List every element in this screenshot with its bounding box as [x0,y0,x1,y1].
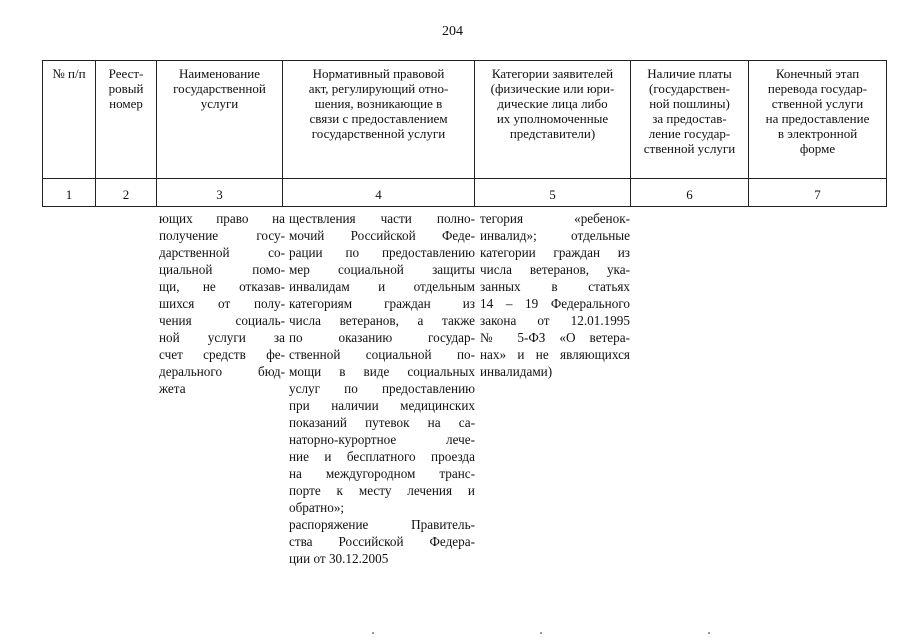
header-line: (физические или юри- [490,81,615,96]
text-line: мощи в виде социальных [289,364,475,379]
text-line: на междугородном транс- [289,466,475,481]
header-cell-number [43,61,96,179]
column-number-cell: 3 [157,179,283,207]
text-line: чения социаль- [159,313,285,328]
header-row [43,61,887,179]
text-line: счет средств фе- [159,347,285,362]
text-line: нах» и не являющихся [480,347,630,362]
text-line: шихся от полу- [159,296,285,311]
text-line: циальной помо- [159,262,285,277]
text-line: категории граждан из [480,245,630,260]
header-line: на предоставление [765,111,870,126]
text-line: наторно-курортное лече- [289,432,475,447]
text-line: ственной социальной по- [289,347,475,362]
header-line: № п/п [52,66,86,81]
scan-speck [540,632,542,634]
text-line: категориям граждан из [289,296,475,311]
header-cell-service-name [157,61,283,179]
column-number-cell: 6 [631,179,749,207]
text-line: ющих право на [159,211,285,226]
header-line: государственной [173,81,266,96]
header-line: (государствен- [649,81,730,96]
header-line: Наименование [179,66,260,81]
header-line: связи с предоставлением [309,111,448,126]
text-line: получение госу- [159,228,285,243]
text-line: дерального бюд- [159,364,285,379]
header-cell-final-stage [749,61,887,179]
header-line: представители) [509,126,596,141]
service-name-continued [159,210,285,397]
header-line: перевода государ- [767,81,868,96]
header-line: за предостав- [652,111,727,126]
header-line: Категории заявителей [491,66,614,81]
text-line: занных в статьях [480,279,630,294]
column-number-row [43,179,887,207]
header-cell-applicant-categories [475,61,631,179]
text-line: рации по предоставлению [289,245,475,260]
text-line: ние и бесплатного проезда [289,449,475,464]
page-number: 204 [442,24,463,39]
header-line: ровый [108,81,144,96]
header-line: услуги [200,96,239,111]
header-line: ной пошлины) [649,96,730,111]
text-line: числа ветеранов, а также [289,313,475,328]
header-line: в электронной [777,126,858,141]
text-line: жета [159,381,186,396]
header-line: форме [799,141,836,156]
legal-act-continued [289,210,475,567]
text-line: № 5-ФЗ «О ветера- [480,330,630,345]
text-line: услуг по предоставлению [289,381,475,396]
column-number-cell: 1 [43,179,96,207]
header-line: Нормативный правовой [312,66,445,81]
header-line: шения, возникающие в [314,96,443,111]
text-line: распоряжение Правитель- [289,517,475,532]
text-line: закона от 12.01.1995 [480,313,630,328]
header-cell-fee [631,61,749,179]
text-line: ществления части полно- [289,211,475,226]
text-line: по оказанию государ- [289,330,475,345]
text-line: инвалид»; отдельные [480,228,630,243]
text-line: ства Российской Федера- [289,534,475,549]
header-line: ление государ- [648,126,731,141]
text-line: дарственной со- [159,245,285,260]
header-line: Наличие платы [647,66,732,81]
header-line: Реест- [108,66,144,81]
column-number-cell: 4 [283,179,475,207]
header-line: Конечный этап [775,66,860,81]
text-line: инвалидам и отдельным [289,279,475,294]
header-cell-legal-act [283,61,475,179]
text-line: щи, не отказав- [159,279,285,294]
header-cell-registry-number [96,61,157,179]
header-line: дические лица либо [497,96,608,111]
text-line: 14 – 19 Федерального [480,296,630,311]
text-line: числа ветеранов, ука- [480,262,630,277]
scan-speck [708,632,710,634]
text-line: при наличии медицинских [289,398,475,413]
applicant-categories-continued [480,210,630,380]
text-line: порте к месту лечения и [289,483,475,498]
text-line: тегория «ребенок- [480,211,630,226]
scan-speck [372,632,374,634]
header-line: их уполномоченные [496,111,609,126]
text-line: мочий Российской Феде- [289,228,475,243]
column-number-cell: 7 [749,179,887,207]
text-line: мер социальной защиты [289,262,475,277]
text-line: ной услуги за [159,330,285,345]
header-line: ственной услуги [771,96,864,111]
header-line: государственной услуги [311,126,446,141]
header-line: ственной услуги [643,141,736,156]
text-line: обратно»; [289,500,345,515]
services-table-header [42,60,887,207]
column-number-cell: 5 [475,179,631,207]
text-line: ции от 30.12.2005 [289,551,389,566]
text-line: показаний путевок на са- [289,415,475,430]
column-number-cell: 2 [96,179,157,207]
header-line: акт, регулирующий отно- [308,81,449,96]
header-line: номер [109,96,143,111]
text-line: инвалидами) [480,364,553,379]
